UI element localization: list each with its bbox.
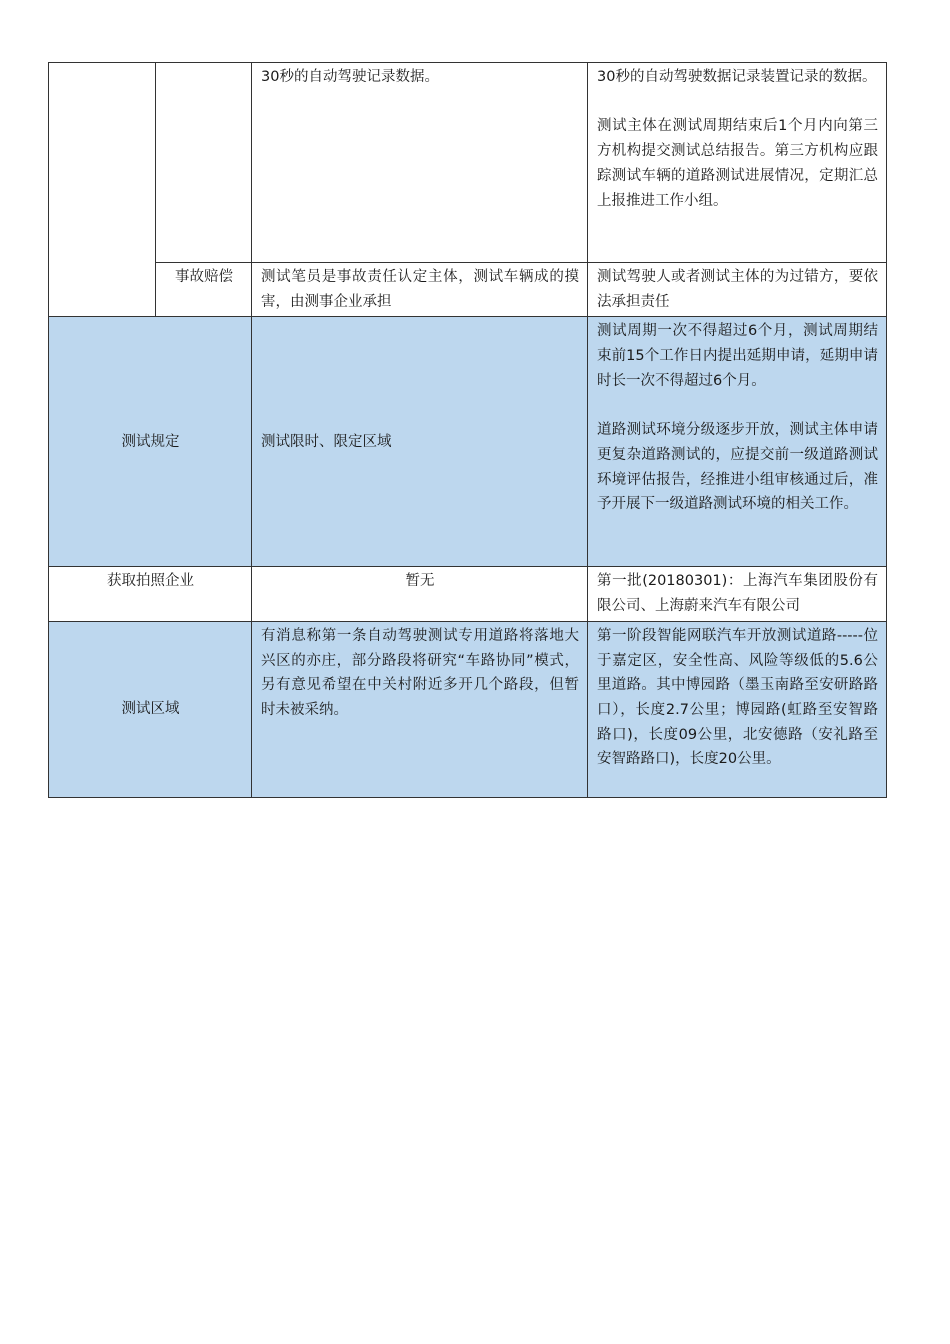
area-shanghai-cell xyxy=(588,621,887,797)
accident-beijing-text: 测试笔员是事故责任认定主体，测试车辆成的摸害，由测事企业承担 xyxy=(261,269,579,310)
area-shanghai-text: 第一阶段智能网联汽车开放测试道路-----位于嘉定区，安全性高、风险等级低的5.6公里道路。其中博园路（墨玉南路至安研路路口），长度2.7公里；博园路(虹路至安智路路口)，长度09公里，北安德路（安礼路至安智路路口)，长度20公里。 xyxy=(597,627,878,768)
area-beijing-text: 有消息称第一条自动驾驶测试专用道路将落地大兴区的亦庄，部分路段将研究“车路协同”模式，另有意见希望在中关村附近多开几个路段，但暂时未被采纳。 xyxy=(261,627,579,718)
table-row-accident xyxy=(49,263,887,317)
rules-beijing-cell xyxy=(252,317,588,567)
area-label: 测试区域 xyxy=(49,621,252,797)
license-shanghai-text: 第一批(20180301)：上海汽车集团股份有限公司、上海蔚来汽车有限公司 xyxy=(597,573,878,615)
record-beijing-text: 30秒的自动驾驶记录数据。 xyxy=(261,69,439,85)
rules-shanghai-cell xyxy=(588,317,887,567)
table-row-rules xyxy=(49,317,887,567)
table-row-area xyxy=(49,621,887,797)
accident-shanghai-cell xyxy=(588,263,887,317)
merged-category-cell xyxy=(49,63,156,317)
rules-label: 测试规定 xyxy=(49,317,252,567)
area-beijing-cell xyxy=(252,621,588,797)
rules-shanghai-text-2: 道路测试环境分级逐步开放，测试主体申请更复杂道路测试的，应提交前一级道路测试环境评估报告，经推进小组审核通过后，准予开展下一级道路测试环境的相关工作。 xyxy=(597,422,878,513)
rules-beijing-text: 测试限时、限定区域 xyxy=(261,433,392,450)
rules-shanghai-text-1: 测试周期一次不得超过6个月，测试周期结束前15个工作日内提出延期申请，延期申请时长一次不得超过6个月。 xyxy=(597,323,878,389)
table-row-license xyxy=(49,567,887,621)
record-shanghai-text-2: 测试主体在测试周期结束后1个月内向第三方机构提交测试总结报告。第三方机构应跟踪测试车辆的道路测试进展情况，定期汇总上报推进工作小组。 xyxy=(597,118,878,209)
license-label: 获取拍照企业 xyxy=(49,567,252,621)
accident-beijing-cell xyxy=(252,263,588,317)
record-shanghai-cell xyxy=(588,63,887,263)
license-shanghai-cell xyxy=(588,567,887,621)
record-beijing-cell xyxy=(252,63,588,263)
accident-label: 事故赔偿 xyxy=(156,263,252,317)
comparison-table xyxy=(48,62,887,798)
record-shanghai-text-1: 30秒的自动驾驶数据记录装置记录的数据。 xyxy=(597,69,877,85)
license-beijing-cell: 暂无 xyxy=(252,567,588,621)
subcategory-cell-empty xyxy=(156,63,252,263)
accident-shanghai-text: 测试驾驶人或者测试主体的为过错方，要依法承担责任 xyxy=(597,269,878,310)
table-row-record xyxy=(49,63,887,263)
